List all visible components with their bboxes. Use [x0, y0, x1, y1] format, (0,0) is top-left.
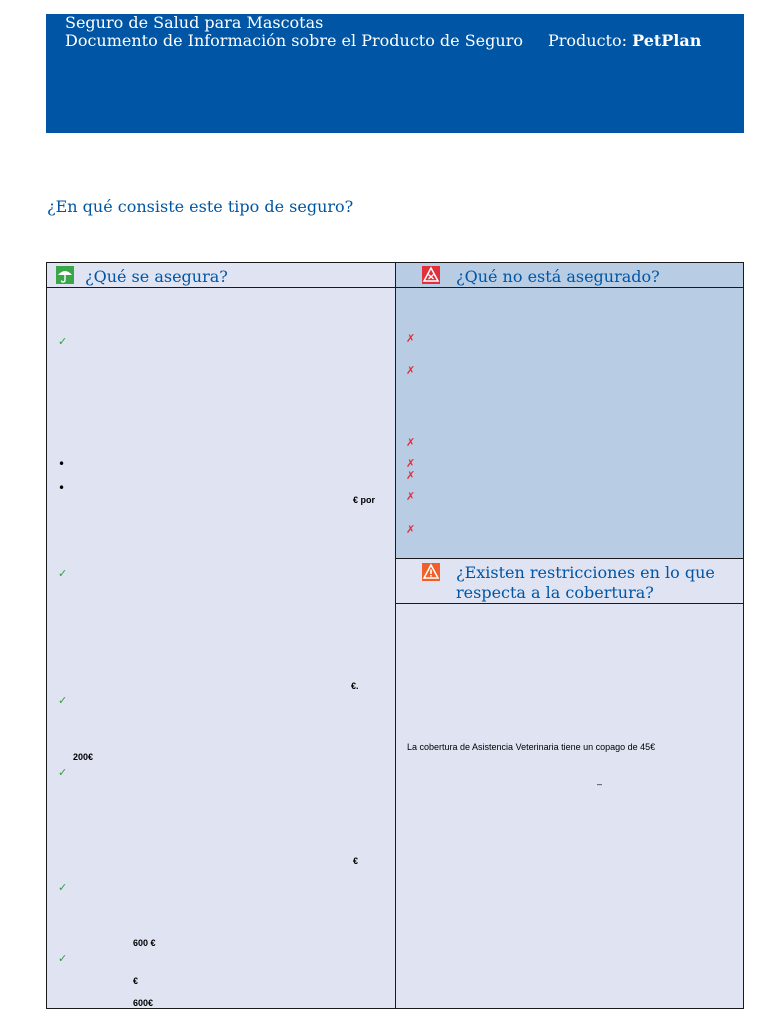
cross-icon: ✗ [406, 364, 416, 377]
cross-icon: ✗ [406, 523, 416, 536]
not-covered-panel [396, 263, 743, 559]
coverage-table [46, 262, 744, 1009]
product-name: PetPlan [632, 31, 702, 50]
check-icon: ✓ [58, 952, 68, 965]
fragment-euro-dot: €. [351, 681, 359, 691]
restrictions-title: ¿Existen restricciones en lo que respecta a la cobertura? [456, 563, 715, 602]
warning-cross-icon [422, 266, 440, 284]
restrictions-header [396, 559, 743, 604]
fragment-600: 600€ [133, 998, 154, 1008]
cross-icon: ✗ [406, 457, 416, 470]
cross-icon: ✗ [406, 469, 416, 482]
fragment-200: 200€ [73, 752, 94, 762]
warning-icon [422, 563, 440, 581]
header-product [548, 32, 701, 50]
bullet-icon: • [58, 481, 66, 495]
fragment-euro: € [133, 976, 139, 986]
not-covered-title: ¿Qué no está asegurado? [456, 267, 660, 286]
umbrella-icon [56, 266, 74, 284]
covered-panel [47, 263, 396, 1008]
cross-icon: ✗ [406, 490, 416, 503]
right-column [396, 263, 743, 1008]
check-icon: ✓ [58, 694, 68, 707]
header-subtitle: Documento de Información sobre el Producto de Seguro [65, 31, 523, 50]
header-banner [46, 14, 744, 133]
check-icon: ✓ [58, 766, 68, 779]
restrictions-dash: – [597, 779, 603, 789]
fragment-600-spaced: 600 € [133, 938, 156, 948]
restrictions-panel [396, 604, 743, 1008]
cross-icon: ✗ [406, 436, 416, 449]
header-title: Seguro de Salud para Mascotas [65, 13, 324, 32]
fragment-euro-por: € por [353, 495, 376, 505]
restrictions-note: La cobertura de Asistencia Veterinaria tiene un copago de 45€ [407, 742, 656, 752]
intro-question: ¿En qué consiste este tipo de seguro? [47, 197, 354, 216]
bullet-icon: • [58, 457, 66, 471]
check-icon: ✓ [58, 335, 68, 348]
covered-header [47, 263, 395, 288]
cross-icon: ✗ [406, 332, 416, 345]
not-covered-header [396, 263, 743, 288]
fragment-euro: € [353, 856, 359, 866]
covered-title: ¿Qué se asegura? [85, 267, 228, 286]
product-label: Producto: [548, 31, 633, 50]
check-icon: ✓ [58, 567, 68, 580]
check-icon: ✓ [58, 881, 68, 894]
